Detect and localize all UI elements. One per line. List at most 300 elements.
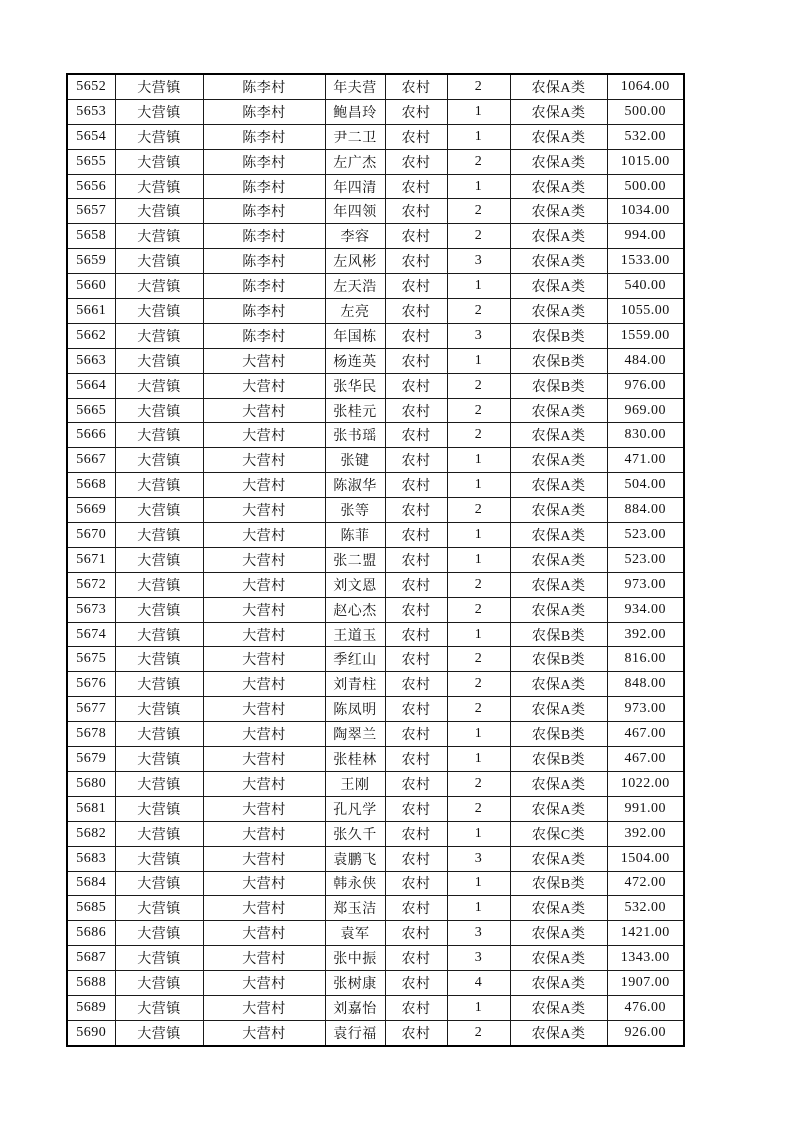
cell-insurance-type: 农保A类 xyxy=(510,995,607,1020)
cell-village: 大营村 xyxy=(203,971,325,996)
table-row xyxy=(67,423,684,448)
cell-person-name: 袁鹏飞 xyxy=(325,846,385,871)
cell-area-type: 农村 xyxy=(385,523,447,548)
cell-person-count: 3 xyxy=(447,249,510,274)
cell-insurance-type: 农保C类 xyxy=(510,821,607,846)
cell-town: 大营镇 xyxy=(115,921,203,946)
cell-insurance-type: 农保A类 xyxy=(510,771,607,796)
table-row xyxy=(67,921,684,946)
cell-town: 大营镇 xyxy=(115,971,203,996)
cell-village: 大营村 xyxy=(203,498,325,523)
cell-town: 大营镇 xyxy=(115,846,203,871)
cell-town: 大营镇 xyxy=(115,995,203,1020)
cell-person-name: 孔凡学 xyxy=(325,796,385,821)
cell-person-name: 陈凤明 xyxy=(325,697,385,722)
cell-person-name: 鲍昌玲 xyxy=(325,99,385,124)
cell-serial-number: 5667 xyxy=(67,448,115,473)
cell-town: 大营镇 xyxy=(115,946,203,971)
cell-area-type: 农村 xyxy=(385,174,447,199)
cell-area-type: 农村 xyxy=(385,423,447,448)
cell-amount: 934.00 xyxy=(607,597,684,622)
cell-area-type: 农村 xyxy=(385,299,447,324)
cell-amount: 848.00 xyxy=(607,672,684,697)
cell-village: 大营村 xyxy=(203,946,325,971)
cell-person-count: 2 xyxy=(447,771,510,796)
cell-village: 大营村 xyxy=(203,597,325,622)
cell-person-count: 2 xyxy=(447,498,510,523)
cell-amount: 1533.00 xyxy=(607,249,684,274)
cell-area-type: 农村 xyxy=(385,946,447,971)
table-row xyxy=(67,747,684,772)
cell-insurance-type: 农保B类 xyxy=(510,722,607,747)
cell-person-name: 郑玉洁 xyxy=(325,896,385,921)
cell-town: 大营镇 xyxy=(115,572,203,597)
cell-town: 大营镇 xyxy=(115,771,203,796)
table-row xyxy=(67,99,684,124)
cell-area-type: 农村 xyxy=(385,597,447,622)
cell-serial-number: 5689 xyxy=(67,995,115,1020)
cell-insurance-type: 农保A类 xyxy=(510,199,607,224)
cell-area-type: 农村 xyxy=(385,199,447,224)
cell-person-name: 张久千 xyxy=(325,821,385,846)
cell-insurance-type: 农保A类 xyxy=(510,1020,607,1045)
cell-insurance-type: 农保A类 xyxy=(510,697,607,722)
cell-person-name: 李容 xyxy=(325,224,385,249)
cell-amount: 1907.00 xyxy=(607,971,684,996)
cell-serial-number: 5678 xyxy=(67,722,115,747)
cell-village: 陈李村 xyxy=(203,224,325,249)
cell-person-name: 张桂元 xyxy=(325,398,385,423)
cell-village: 陈李村 xyxy=(203,274,325,299)
cell-insurance-type: 农保A类 xyxy=(510,174,607,199)
cell-amount: 1034.00 xyxy=(607,199,684,224)
cell-insurance-type: 农保A类 xyxy=(510,572,607,597)
cell-person-name: 杨连英 xyxy=(325,348,385,373)
cell-serial-number: 5682 xyxy=(67,821,115,846)
cell-person-name: 年四清 xyxy=(325,174,385,199)
cell-amount: 884.00 xyxy=(607,498,684,523)
cell-person-count: 1 xyxy=(447,174,510,199)
cell-town: 大营镇 xyxy=(115,274,203,299)
cell-amount: 504.00 xyxy=(607,473,684,498)
cell-town: 大营镇 xyxy=(115,647,203,672)
cell-person-count: 1 xyxy=(447,523,510,548)
cell-insurance-type: 农保A类 xyxy=(510,547,607,572)
cell-town: 大营镇 xyxy=(115,373,203,398)
cell-person-count: 2 xyxy=(447,597,510,622)
cell-insurance-type: 农保A类 xyxy=(510,249,607,274)
cell-serial-number: 5672 xyxy=(67,572,115,597)
cell-town: 大营镇 xyxy=(115,149,203,174)
table-row xyxy=(67,249,684,274)
cell-person-name: 季红山 xyxy=(325,647,385,672)
table-row xyxy=(67,946,684,971)
cell-amount: 467.00 xyxy=(607,722,684,747)
cell-amount: 1421.00 xyxy=(607,921,684,946)
cell-town: 大营镇 xyxy=(115,597,203,622)
cell-amount: 976.00 xyxy=(607,373,684,398)
cell-insurance-type: 农保A类 xyxy=(510,99,607,124)
cell-amount: 540.00 xyxy=(607,274,684,299)
cell-person-count: 3 xyxy=(447,946,510,971)
cell-person-count: 2 xyxy=(447,224,510,249)
cell-insurance-type: 农保B类 xyxy=(510,373,607,398)
cell-serial-number: 5664 xyxy=(67,373,115,398)
cell-person-name: 张键 xyxy=(325,448,385,473)
cell-person-name: 年国栋 xyxy=(325,323,385,348)
cell-amount: 973.00 xyxy=(607,572,684,597)
cell-area-type: 农村 xyxy=(385,846,447,871)
cell-serial-number: 5675 xyxy=(67,647,115,672)
cell-serial-number: 5662 xyxy=(67,323,115,348)
table-row xyxy=(67,174,684,199)
cell-person-name: 袁军 xyxy=(325,921,385,946)
cell-person-name: 张书瑶 xyxy=(325,423,385,448)
cell-person-name: 左亮 xyxy=(325,299,385,324)
cell-serial-number: 5652 xyxy=(67,74,115,99)
cell-person-count: 2 xyxy=(447,299,510,324)
cell-town: 大营镇 xyxy=(115,348,203,373)
cell-town: 大营镇 xyxy=(115,697,203,722)
cell-area-type: 农村 xyxy=(385,1020,447,1045)
cell-amount: 994.00 xyxy=(607,224,684,249)
cell-amount: 969.00 xyxy=(607,398,684,423)
cell-person-count: 3 xyxy=(447,846,510,871)
cell-amount: 392.00 xyxy=(607,622,684,647)
cell-amount: 1022.00 xyxy=(607,771,684,796)
cell-village: 陈李村 xyxy=(203,124,325,149)
cell-town: 大营镇 xyxy=(115,498,203,523)
cell-area-type: 农村 xyxy=(385,747,447,772)
cell-person-name: 王道玉 xyxy=(325,622,385,647)
cell-town: 大营镇 xyxy=(115,74,203,99)
cell-amount: 532.00 xyxy=(607,124,684,149)
cell-person-count: 2 xyxy=(447,796,510,821)
table-row xyxy=(67,299,684,324)
cell-amount: 500.00 xyxy=(607,174,684,199)
cell-area-type: 农村 xyxy=(385,871,447,896)
cell-town: 大营镇 xyxy=(115,722,203,747)
cell-person-name: 赵心杰 xyxy=(325,597,385,622)
cell-insurance-type: 农保A类 xyxy=(510,896,607,921)
cell-insurance-type: 农保A类 xyxy=(510,274,607,299)
cell-insurance-type: 农保A类 xyxy=(510,299,607,324)
cell-person-name: 韩永侠 xyxy=(325,871,385,896)
cell-person-name: 左天浩 xyxy=(325,274,385,299)
cell-serial-number: 5668 xyxy=(67,473,115,498)
cell-village: 大营村 xyxy=(203,796,325,821)
cell-person-count: 1 xyxy=(447,747,510,772)
table-row xyxy=(67,74,684,99)
cell-village: 大营村 xyxy=(203,995,325,1020)
cell-town: 大营镇 xyxy=(115,871,203,896)
table-row xyxy=(67,274,684,299)
cell-village: 陈李村 xyxy=(203,99,325,124)
cell-area-type: 农村 xyxy=(385,771,447,796)
cell-person-count: 1 xyxy=(447,448,510,473)
cell-village: 大营村 xyxy=(203,572,325,597)
table-row xyxy=(67,796,684,821)
cell-village: 大营村 xyxy=(203,373,325,398)
cell-amount: 1055.00 xyxy=(607,299,684,324)
cell-serial-number: 5669 xyxy=(67,498,115,523)
cell-person-name: 左风彬 xyxy=(325,249,385,274)
cell-insurance-type: 农保A类 xyxy=(510,498,607,523)
cell-town: 大营镇 xyxy=(115,249,203,274)
table-row xyxy=(67,373,684,398)
cell-area-type: 农村 xyxy=(385,99,447,124)
cell-person-name: 张等 xyxy=(325,498,385,523)
cell-insurance-type: 农保A类 xyxy=(510,796,607,821)
table-row xyxy=(67,547,684,572)
cell-village: 大营村 xyxy=(203,672,325,697)
cell-person-name: 尹二卫 xyxy=(325,124,385,149)
cell-village: 大营村 xyxy=(203,348,325,373)
cell-area-type: 农村 xyxy=(385,373,447,398)
cell-person-count: 3 xyxy=(447,323,510,348)
cell-person-name: 张华民 xyxy=(325,373,385,398)
cell-serial-number: 5653 xyxy=(67,99,115,124)
cell-insurance-type: 农保A类 xyxy=(510,149,607,174)
cell-town: 大营镇 xyxy=(115,448,203,473)
cell-area-type: 农村 xyxy=(385,124,447,149)
cell-insurance-type: 农保A类 xyxy=(510,846,607,871)
cell-amount: 830.00 xyxy=(607,423,684,448)
cell-village: 陈李村 xyxy=(203,299,325,324)
cell-person-count: 1 xyxy=(447,473,510,498)
cell-insurance-type: 农保A类 xyxy=(510,398,607,423)
cell-town: 大营镇 xyxy=(115,547,203,572)
cell-village: 大营村 xyxy=(203,921,325,946)
cell-person-name: 张二盟 xyxy=(325,547,385,572)
cell-village: 大营村 xyxy=(203,622,325,647)
cell-insurance-type: 农保A类 xyxy=(510,124,607,149)
cell-person-name: 陶翠兰 xyxy=(325,722,385,747)
cell-person-count: 1 xyxy=(447,274,510,299)
table-row xyxy=(67,971,684,996)
cell-village: 大营村 xyxy=(203,523,325,548)
table-row xyxy=(67,323,684,348)
cell-person-count: 1 xyxy=(447,622,510,647)
cell-amount: 1343.00 xyxy=(607,946,684,971)
cell-area-type: 农村 xyxy=(385,697,447,722)
cell-serial-number: 5656 xyxy=(67,174,115,199)
cell-town: 大营镇 xyxy=(115,299,203,324)
cell-serial-number: 5654 xyxy=(67,124,115,149)
cell-person-count: 1 xyxy=(447,547,510,572)
cell-village: 陈李村 xyxy=(203,74,325,99)
table-row xyxy=(67,398,684,423)
cell-person-count: 2 xyxy=(447,199,510,224)
table-row xyxy=(67,622,684,647)
cell-area-type: 农村 xyxy=(385,224,447,249)
table-row xyxy=(67,672,684,697)
cell-amount: 500.00 xyxy=(607,99,684,124)
cell-village: 陈李村 xyxy=(203,199,325,224)
cell-person-count: 2 xyxy=(447,697,510,722)
cell-insurance-type: 农保A类 xyxy=(510,597,607,622)
cell-town: 大营镇 xyxy=(115,224,203,249)
cell-person-name: 张树康 xyxy=(325,971,385,996)
cell-town: 大营镇 xyxy=(115,323,203,348)
table-row xyxy=(67,995,684,1020)
cell-village: 大营村 xyxy=(203,473,325,498)
cell-insurance-type: 农保B类 xyxy=(510,348,607,373)
cell-amount: 991.00 xyxy=(607,796,684,821)
cell-amount: 926.00 xyxy=(607,1020,684,1045)
cell-serial-number: 5658 xyxy=(67,224,115,249)
cell-village: 大营村 xyxy=(203,896,325,921)
table-row xyxy=(67,348,684,373)
cell-amount: 973.00 xyxy=(607,697,684,722)
cell-person-name: 袁行福 xyxy=(325,1020,385,1045)
cell-person-count: 2 xyxy=(447,74,510,99)
cell-person-count: 1 xyxy=(447,896,510,921)
cell-serial-number: 5671 xyxy=(67,547,115,572)
table-row xyxy=(67,448,684,473)
table-row xyxy=(67,1020,684,1045)
cell-person-count: 1 xyxy=(447,124,510,149)
cell-town: 大营镇 xyxy=(115,398,203,423)
cell-area-type: 农村 xyxy=(385,398,447,423)
cell-insurance-type: 农保A类 xyxy=(510,672,607,697)
cell-area-type: 农村 xyxy=(385,249,447,274)
cell-area-type: 农村 xyxy=(385,547,447,572)
cell-person-name: 王刚 xyxy=(325,771,385,796)
cell-area-type: 农村 xyxy=(385,896,447,921)
cell-person-count: 2 xyxy=(447,423,510,448)
cell-amount: 1504.00 xyxy=(607,846,684,871)
cell-person-count: 2 xyxy=(447,373,510,398)
cell-serial-number: 5659 xyxy=(67,249,115,274)
cell-person-name: 刘青柱 xyxy=(325,672,385,697)
cell-person-name: 刘嘉怡 xyxy=(325,995,385,1020)
table-row xyxy=(67,846,684,871)
cell-village: 大营村 xyxy=(203,423,325,448)
cell-village: 陈李村 xyxy=(203,149,325,174)
cell-village: 大营村 xyxy=(203,846,325,871)
table-row xyxy=(67,224,684,249)
cell-person-count: 2 xyxy=(447,647,510,672)
table-row xyxy=(67,697,684,722)
cell-amount: 467.00 xyxy=(607,747,684,772)
cell-area-type: 农村 xyxy=(385,921,447,946)
cell-person-count: 1 xyxy=(447,348,510,373)
cell-amount: 1015.00 xyxy=(607,149,684,174)
cell-amount: 392.00 xyxy=(607,821,684,846)
cell-serial-number: 5688 xyxy=(67,971,115,996)
cell-area-type: 农村 xyxy=(385,149,447,174)
cell-town: 大营镇 xyxy=(115,99,203,124)
cell-person-count: 1 xyxy=(447,722,510,747)
cell-village: 大营村 xyxy=(203,647,325,672)
cell-town: 大营镇 xyxy=(115,622,203,647)
cell-person-count: 2 xyxy=(447,672,510,697)
cell-person-name: 陈淑华 xyxy=(325,473,385,498)
cell-town: 大营镇 xyxy=(115,199,203,224)
cell-person-count: 2 xyxy=(447,398,510,423)
cell-serial-number: 5666 xyxy=(67,423,115,448)
cell-person-count: 1 xyxy=(447,871,510,896)
cell-serial-number: 5684 xyxy=(67,871,115,896)
cell-serial-number: 5676 xyxy=(67,672,115,697)
cell-area-type: 农村 xyxy=(385,448,447,473)
table-row xyxy=(67,473,684,498)
cell-serial-number: 5663 xyxy=(67,348,115,373)
cell-insurance-type: 农保B类 xyxy=(510,323,607,348)
cell-area-type: 农村 xyxy=(385,274,447,299)
cell-person-count: 2 xyxy=(447,1020,510,1045)
cell-village: 大营村 xyxy=(203,771,325,796)
cell-amount: 523.00 xyxy=(607,523,684,548)
cell-insurance-type: 农保B类 xyxy=(510,647,607,672)
cell-village: 大营村 xyxy=(203,697,325,722)
cell-area-type: 农村 xyxy=(385,647,447,672)
cell-amount: 472.00 xyxy=(607,871,684,896)
cell-amount: 816.00 xyxy=(607,647,684,672)
cell-village: 陈李村 xyxy=(203,249,325,274)
table-row xyxy=(67,647,684,672)
cell-serial-number: 5679 xyxy=(67,747,115,772)
cell-serial-number: 5687 xyxy=(67,946,115,971)
cell-insurance-type: 农保A类 xyxy=(510,523,607,548)
cell-town: 大营镇 xyxy=(115,1020,203,1045)
cell-town: 大营镇 xyxy=(115,896,203,921)
cell-insurance-type: 农保A类 xyxy=(510,473,607,498)
cell-insurance-type: 农保B类 xyxy=(510,871,607,896)
cell-serial-number: 5657 xyxy=(67,199,115,224)
cell-village: 大营村 xyxy=(203,747,325,772)
cell-person-name: 年四领 xyxy=(325,199,385,224)
cell-serial-number: 5661 xyxy=(67,299,115,324)
cell-amount: 1559.00 xyxy=(607,323,684,348)
cell-village: 陈李村 xyxy=(203,174,325,199)
cell-area-type: 农村 xyxy=(385,722,447,747)
cell-person-count: 1 xyxy=(447,995,510,1020)
cell-town: 大营镇 xyxy=(115,672,203,697)
cell-insurance-type: 农保B类 xyxy=(510,747,607,772)
cell-person-count: 1 xyxy=(447,821,510,846)
table-row xyxy=(67,821,684,846)
cell-town: 大营镇 xyxy=(115,473,203,498)
table-row xyxy=(67,523,684,548)
cell-area-type: 农村 xyxy=(385,323,447,348)
table-row xyxy=(67,498,684,523)
cell-insurance-type: 农保A类 xyxy=(510,448,607,473)
cell-amount: 1064.00 xyxy=(607,74,684,99)
cell-serial-number: 5660 xyxy=(67,274,115,299)
cell-serial-number: 5677 xyxy=(67,697,115,722)
cell-town: 大营镇 xyxy=(115,796,203,821)
cell-town: 大营镇 xyxy=(115,821,203,846)
cell-person-name: 年夫营 xyxy=(325,74,385,99)
cell-amount: 523.00 xyxy=(607,547,684,572)
table-row xyxy=(67,722,684,747)
table-row xyxy=(67,597,684,622)
cell-area-type: 农村 xyxy=(385,74,447,99)
cell-person-count: 2 xyxy=(447,149,510,174)
cell-area-type: 农村 xyxy=(385,498,447,523)
cell-insurance-type: 农保A类 xyxy=(510,423,607,448)
cell-serial-number: 5685 xyxy=(67,896,115,921)
cell-village: 大营村 xyxy=(203,398,325,423)
cell-village: 大营村 xyxy=(203,448,325,473)
cell-person-count: 1 xyxy=(447,99,510,124)
cell-amount: 476.00 xyxy=(607,995,684,1020)
cell-village: 大营村 xyxy=(203,722,325,747)
cell-town: 大营镇 xyxy=(115,747,203,772)
cell-insurance-type: 农保A类 xyxy=(510,971,607,996)
